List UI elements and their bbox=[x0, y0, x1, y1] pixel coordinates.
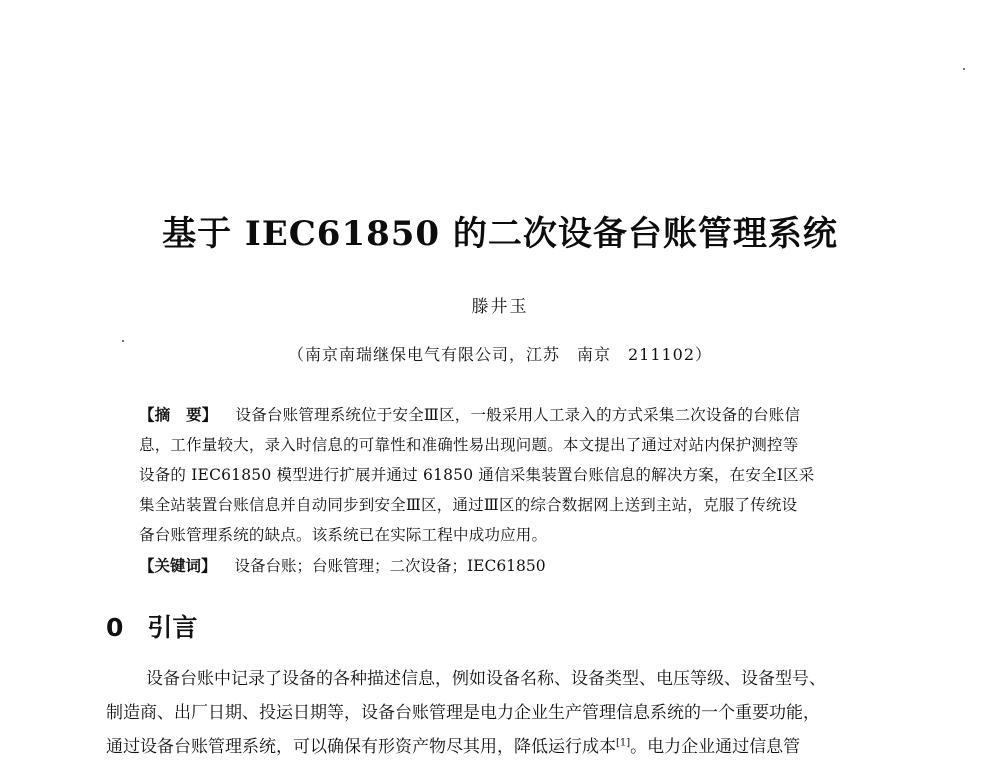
scan-speck bbox=[963, 68, 965, 70]
body-line-text: 。电力企业通过信息管 bbox=[630, 737, 801, 757]
author-name: 滕井玉 bbox=[471, 297, 529, 317]
abstract-line bbox=[139, 400, 889, 430]
citation-mark: [1] bbox=[616, 737, 631, 749]
body-line: 制造商、出厂日期、投运日期等，设备台账管理是电力企业生产管理信息系统的一个重要功能， bbox=[106, 703, 820, 723]
paper-title: 基于 IEC61850 的二次设备台账管理系统 bbox=[162, 214, 838, 254]
abstract bbox=[139, 400, 889, 550]
author-affiliation: （南京南瑞继保电气有限公司，江苏 南京 211102） bbox=[287, 345, 713, 364]
body-line-text: 通过设备台账管理系统，可以确保有形资产物尽其用，降低运行成本 bbox=[106, 737, 616, 757]
body-line bbox=[106, 730, 926, 764]
abstract-line: 设备的 IEC61850 模型进行扩展并通过 61850 通信采集装置台账信息的解决方案，在安全Ⅰ区采 bbox=[139, 466, 815, 484]
abstract-text: 设备台账管理系统位于安全Ⅲ区，一般采用人工录入的方式采集二次设备的台账信 bbox=[235, 406, 801, 424]
abstract-line: 备台账管理系统的缺点。该系统已在实际工程中成功应用。 bbox=[139, 526, 548, 544]
keywords-label: 【关键词】 bbox=[139, 556, 217, 575]
keywords-text: 设备台账；台账管理；二次设备；IEC61850 bbox=[234, 557, 546, 575]
section-heading bbox=[106, 608, 197, 644]
abstract-line: 集全站装置台账信息并自动同步到安全Ⅲ区，通过Ⅲ区的综合数据网上送到主站，克服了传统设 bbox=[139, 496, 798, 514]
body-text bbox=[106, 662, 926, 764]
keywords bbox=[139, 554, 546, 576]
section-number: 0 bbox=[106, 613, 124, 642]
abstract-line: 息，工作量较大，录入时信息的可靠性和准确性易出现问题。本文提出了通过对站内保护测控等 bbox=[139, 436, 799, 454]
body-line: 设备台账中记录了设备的各种描述信息，例如设备名称、设备类型、电压等级、设备型号、 bbox=[146, 669, 826, 689]
section-title: 引言 bbox=[147, 613, 198, 642]
abstract-label: 【摘 要】 bbox=[139, 405, 218, 424]
scan-speck bbox=[122, 340, 124, 342]
